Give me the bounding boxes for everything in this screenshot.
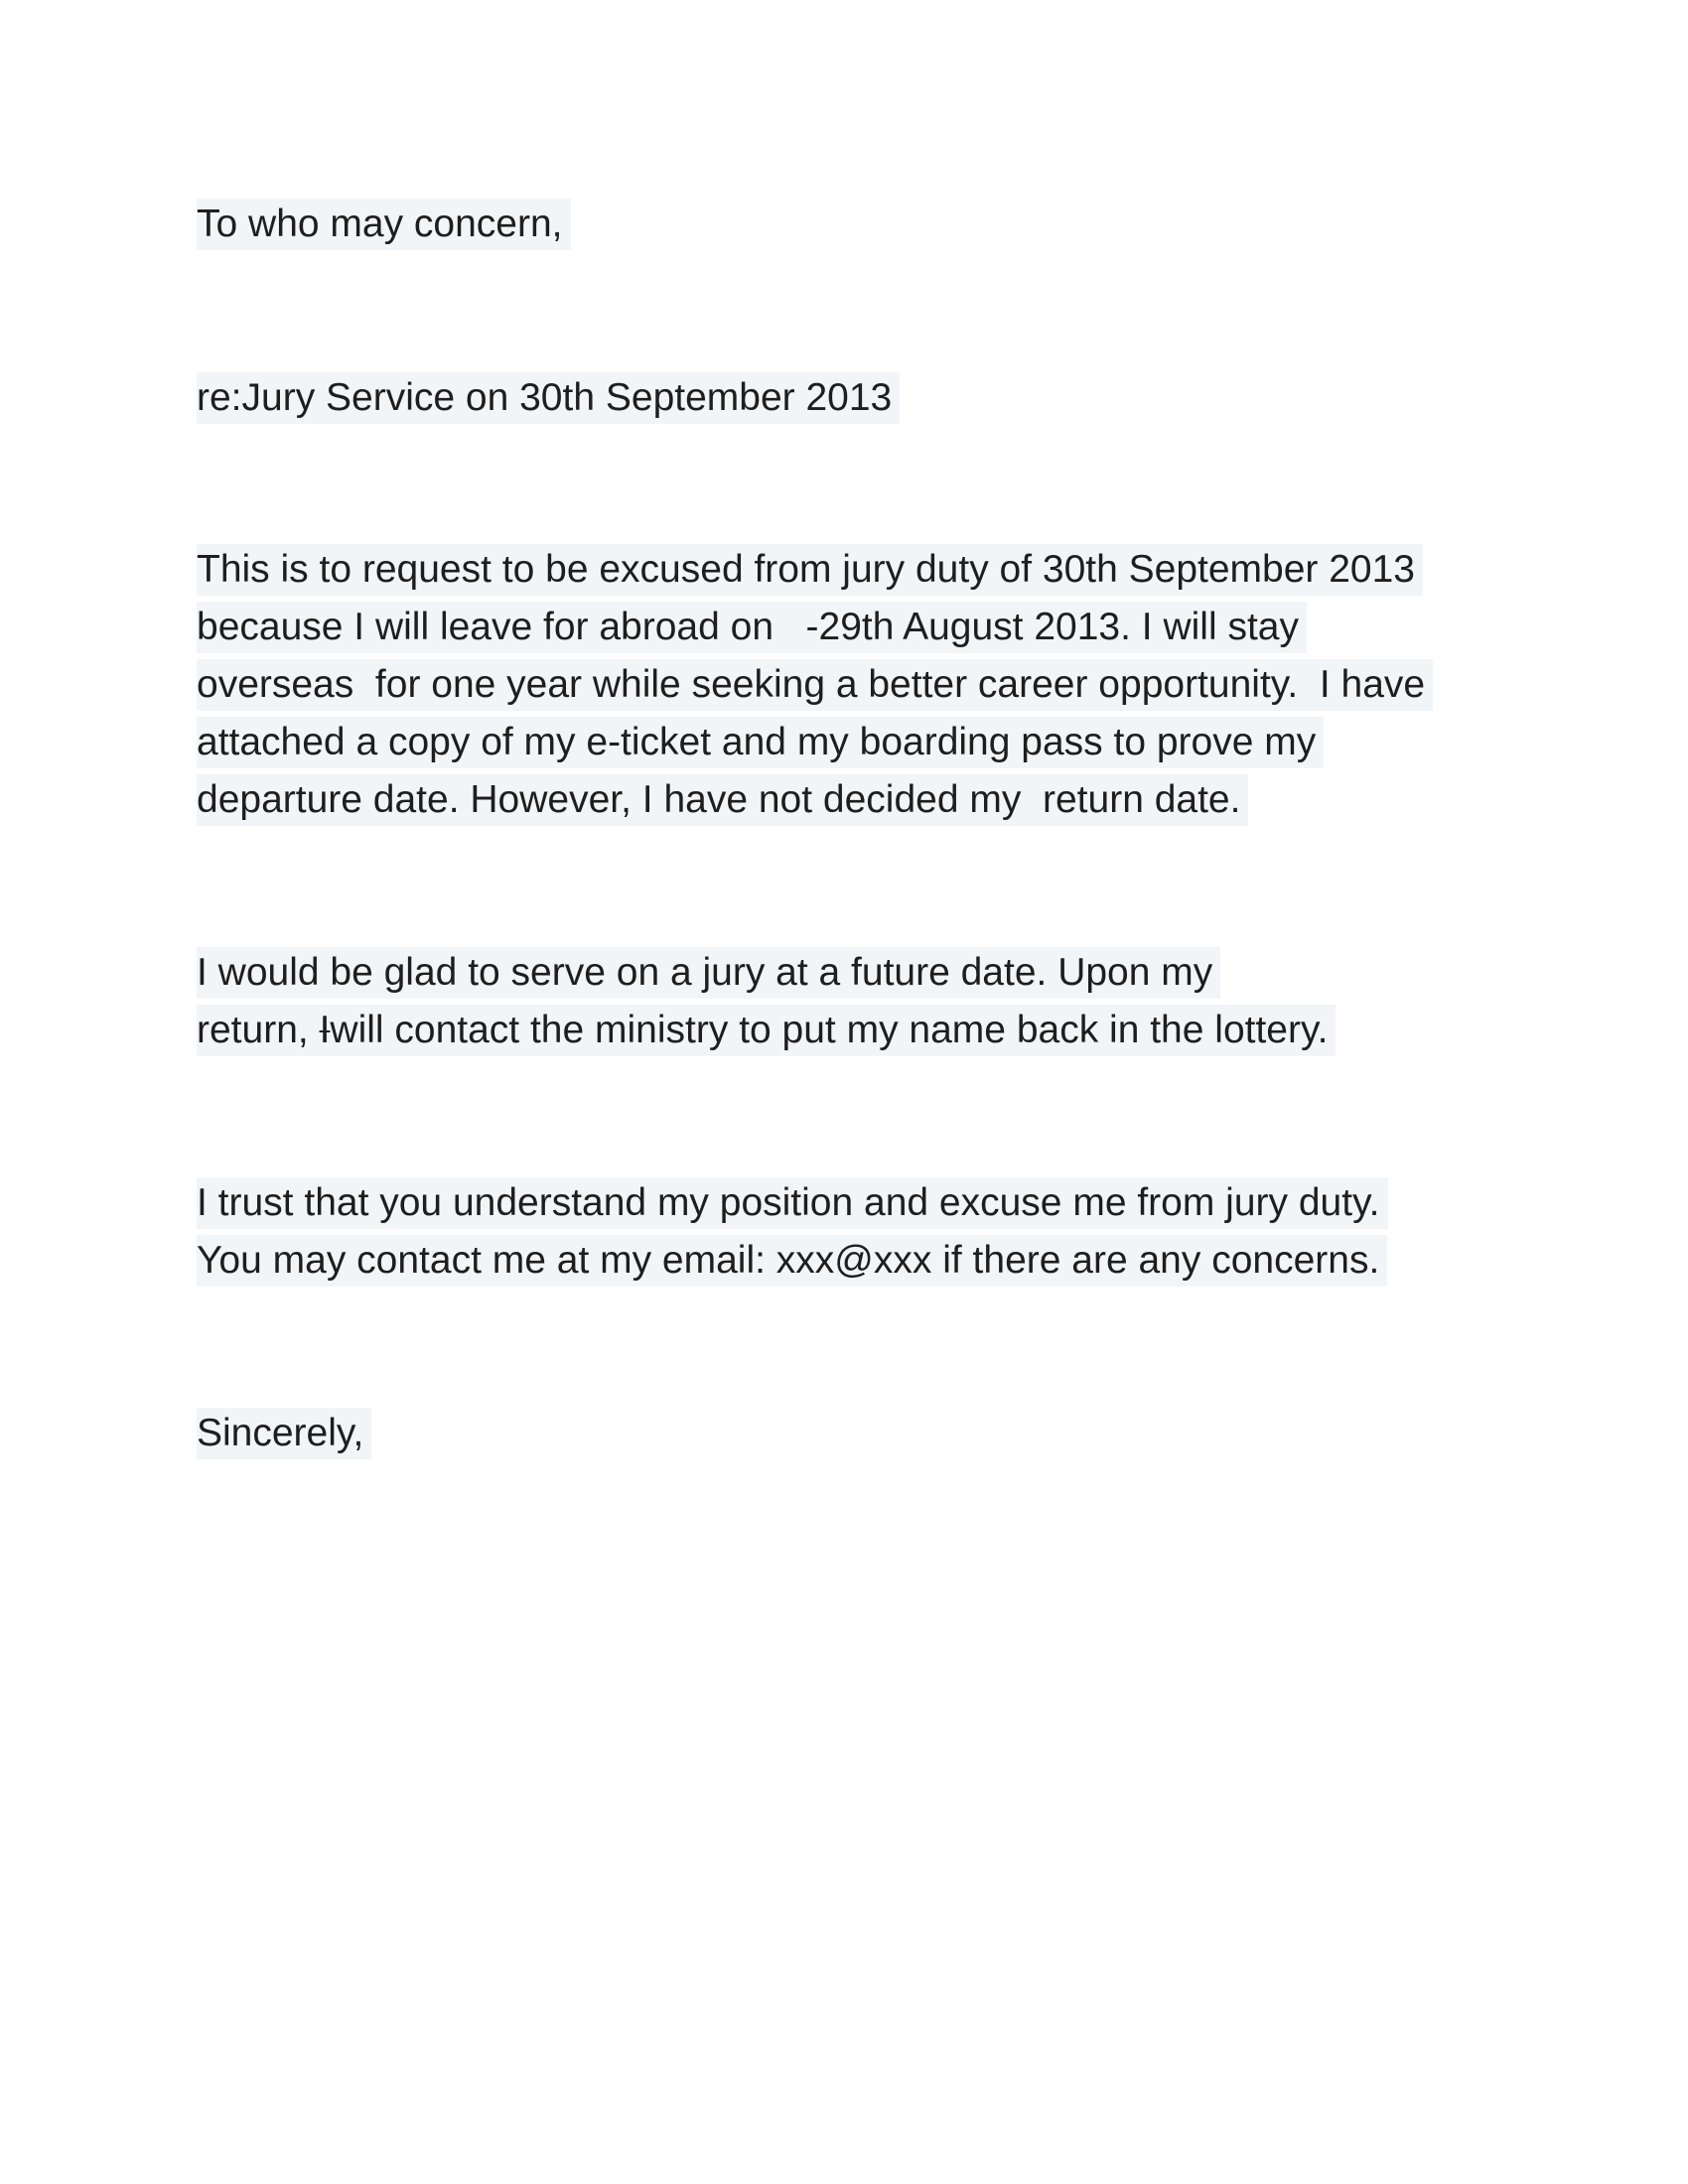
closing: Sincerely, <box>197 1408 371 1459</box>
paragraph-line: I would be glad to serve on a jury at a future date. Upon my <box>197 947 1220 999</box>
paragraph-line <box>197 1005 1336 1056</box>
text-segment: will contact the ministry to put my name back in the lottery. <box>330 1009 1329 1051</box>
paragraph-line: I trust that you understand my position and excuse me from jury duty. <box>197 1177 1388 1229</box>
paragraph-line: because I will leave for abroad on -29th August 2013. I will stay <box>197 602 1307 653</box>
struck-out-text: I <box>319 1009 331 1051</box>
paragraph-line: attached a copy of my e-ticket and my boarding pass to prove my <box>197 717 1324 768</box>
text-segment: return, <box>197 1009 320 1051</box>
subject-line: re:Jury Service on 30th September 2013 <box>197 372 900 424</box>
paragraph-line: overseas for one year while seeking a better career opportunity. I have <box>197 659 1433 711</box>
paragraph-line: departure date. However, I have not decided my return date. <box>197 774 1248 826</box>
greeting: To who may concern, <box>197 199 571 250</box>
paragraph-line: You may contact me at my email: xxx@xxx if there are any concerns. <box>197 1235 1387 1287</box>
paragraph-line: This is to request to be excused from jury duty of 30th September 2013 <box>197 544 1423 596</box>
